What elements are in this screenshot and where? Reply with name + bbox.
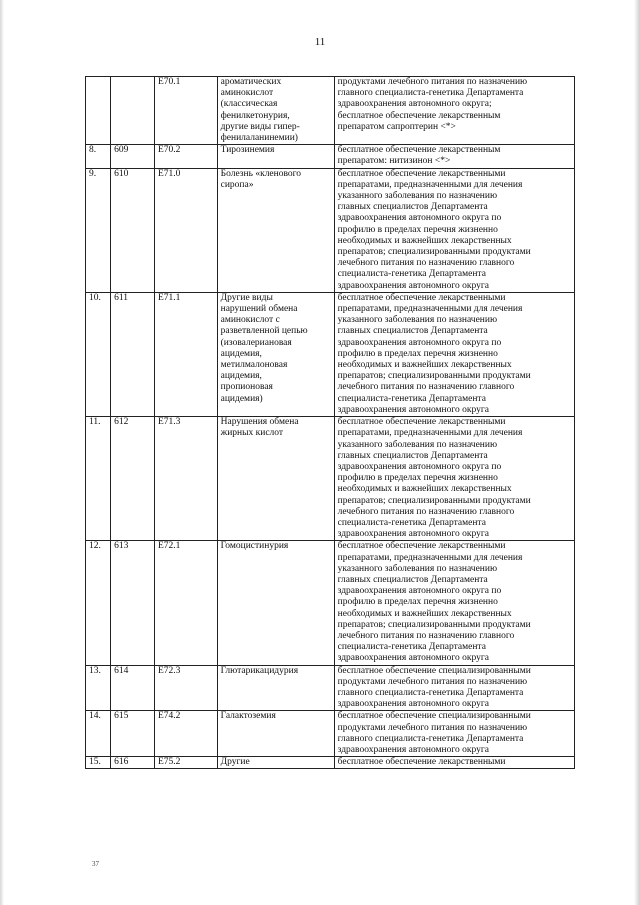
disease-name-cell: Нарушения обмена жирных кислот — [217, 417, 334, 541]
icd-code-cell: E75.2 — [154, 757, 217, 769]
row-code-cell — [111, 77, 155, 145]
row-number-cell: 15. — [86, 757, 111, 769]
table-row — [86, 292, 575, 416]
row-code-cell: 613 — [111, 541, 155, 665]
disease-provision-table — [85, 76, 575, 769]
table-row — [86, 168, 575, 292]
provision-cell: бесплатное обеспечение лекарственными — [334, 757, 574, 769]
icd-code-cell: E72.3 — [154, 665, 217, 711]
table-row — [86, 145, 575, 168]
row-code-cell: 616 — [111, 757, 155, 769]
row-code-cell: 610 — [111, 168, 155, 292]
disease-name-cell: ароматических аминокислот (классическая фенилкетонурия, другие виды гипер- фенилаланинемии) — [217, 77, 334, 145]
row-number-cell: 13. — [86, 665, 111, 711]
row-number-cell: 12. — [86, 541, 111, 665]
icd-code-cell: E70.1 — [154, 77, 217, 145]
scan-edge-left — [0, 0, 4, 905]
icd-code-cell: E71.1 — [154, 292, 217, 416]
page-number: 11 — [314, 36, 326, 48]
row-number-cell — [86, 77, 111, 145]
row-number-cell: 8. — [86, 145, 111, 168]
scan-edge-right — [634, 0, 640, 905]
row-code-cell: 611 — [111, 292, 155, 416]
row-code-cell: 612 — [111, 417, 155, 541]
icd-code-cell: E71.3 — [154, 417, 217, 541]
provision-cell: бесплатное обеспечение лекарственными препаратами, предназначенными для лечения указанного заболевания по назначению главных специалистов Департамента здравоохранения автономного округа по профилю в пределах перечня жизненно необходимых и важнейших лекарственных препаратов; специализированными продуктами лечебного питания по назначению главного специалиста-генетика Департамента здравоохранения автономного округа — [334, 541, 574, 665]
table-row — [86, 665, 575, 711]
disease-name-cell: Тирозинемия — [217, 145, 334, 168]
icd-code-cell: E72.1 — [154, 541, 217, 665]
disease-name-cell: Болезнь «кленового сиропа» — [217, 168, 334, 292]
provision-cell: бесплатное обеспечение лекарственными препаратами, предназначенными для лечения указанного заболевания по назначению главных специалистов Департамента здравоохранения автономного округа по профилю в пределах перечня жизненно необходимых и важнейших лекарственных препаратов; специализированными продуктами лечебного питания по назначению главного специалиста-генетика Департамента здравоохранения автономного округа — [334, 168, 574, 292]
row-number-cell: 14. — [86, 711, 111, 757]
table-body — [86, 77, 575, 769]
icd-code-cell: E70.2 — [154, 145, 217, 168]
icd-code-cell: E71.0 — [154, 168, 217, 292]
provision-cell: бесплатное обеспечение специализированными продуктами лечебного питания по назначению главного специалиста-генетика Департамента здравоохранения автономного округа — [334, 665, 574, 711]
row-number-cell: 10. — [86, 292, 111, 416]
row-code-cell: 614 — [111, 665, 155, 711]
table-row — [86, 711, 575, 757]
disease-name-cell: Гомоцистинурия — [217, 541, 334, 665]
disease-name-cell: Другие — [217, 757, 334, 769]
disease-name-cell: Галактоземия — [217, 711, 334, 757]
table-row — [86, 757, 575, 769]
provision-cell: продуктами лечебного питания по назначению главного специалиста-генетика Департамента здравоохранения автономного округа; бесплатное обеспечение лекарственным препаратом сапроптерин <*> — [334, 77, 574, 145]
provision-cell: бесплатное обеспечение лекарственными препаратами, предназначенными для лечения указанного заболевания по назначению главных специалистов Департамента здравоохранения автономного округа по профилю в пределах перечня жизненно необходимых и важнейших лекарственных препаратов; специализированными продуктами лечебного питания по назначению главного специалиста-генетика Департамента здравоохранения автономного округа — [334, 417, 574, 541]
row-number-cell: 11. — [86, 417, 111, 541]
row-number-cell: 9. — [86, 168, 111, 292]
footer-number: 37 — [92, 860, 99, 868]
provision-cell: бесплатное обеспечение лекарственным препаратом: нитизинон <*> — [334, 145, 574, 168]
disease-name-cell: Другие виды нарушений обмена аминокислот с разветвленной цепью (изовалериановая ацидемия, метилмалоновая ацидемия, пропионовая ацидемия) — [217, 292, 334, 416]
disease-name-cell: Глютарикацидурия — [217, 665, 334, 711]
provision-cell: бесплатное обеспечение лекарственными препаратами, предназначенными для лечения указанного заболевания по назначению главных специалистов Департамента здравоохранения автономного округа по профилю в пределах перечня жизненно необходимых и важнейших лекарственных препаратов; специализированными продуктами лечебного питания по назначению главного специалиста-генетика Департамента здравоохранения автономного округа — [334, 292, 574, 416]
icd-code-cell: E74.2 — [154, 711, 217, 757]
table-row — [86, 541, 575, 665]
table-row — [86, 417, 575, 541]
provision-cell: бесплатное обеспечение специализированными продуктами лечебного питания по назначению главного специалиста-генетика Департамента здравоохранения автономного округа — [334, 711, 574, 757]
row-code-cell: 609 — [111, 145, 155, 168]
row-code-cell: 615 — [111, 711, 155, 757]
table-row — [86, 77, 575, 145]
